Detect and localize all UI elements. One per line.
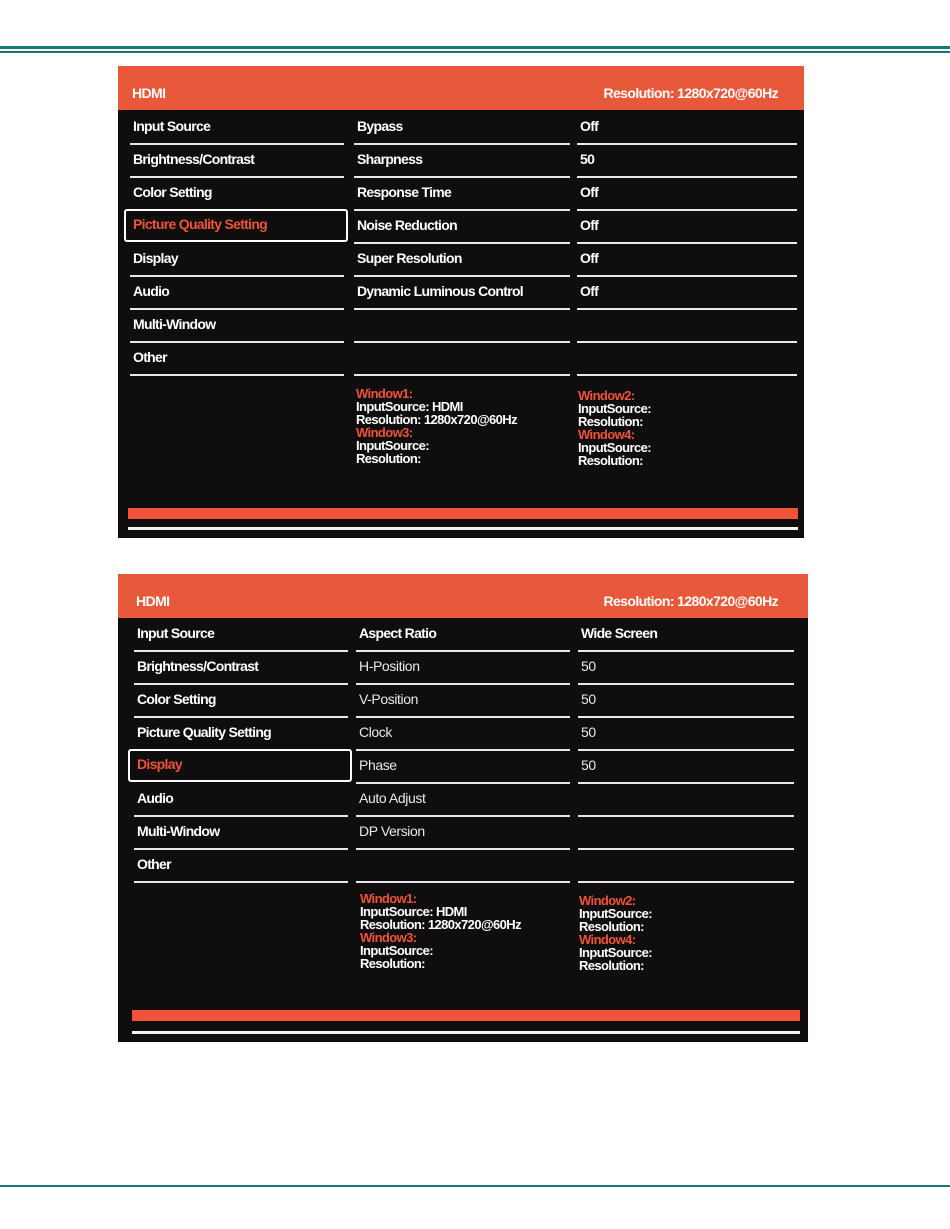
setting-empty-1 — [356, 850, 570, 883]
window4-resolution: Resolution: — [579, 958, 644, 973]
value-empty-2 — [577, 343, 797, 376]
window2-resolution: Resolution: — [579, 919, 644, 934]
setting-dynamic-luminous-control[interactable]: Dynamic Luminous Control — [354, 277, 570, 310]
page-top-rule — [0, 46, 950, 49]
menu-item-display[interactable]: Display — [130, 244, 344, 277]
menu-item-brightness-contrast[interactable]: Brightness/Contrast — [130, 145, 344, 178]
setting-auto-adjust[interactable]: Auto Adjust — [356, 784, 570, 817]
value-empty-1 — [577, 310, 797, 343]
setting-h-position[interactable]: H-Position — [356, 652, 570, 685]
menu-item-brightness-contrast[interactable]: Brightness/Contrast — [134, 652, 348, 685]
menu-item-other[interactable]: Other — [130, 343, 344, 376]
value-dp-version[interactable] — [578, 817, 794, 850]
window1-title: Window1: — [356, 386, 413, 401]
setting-phase[interactable]: Phase — [356, 751, 570, 784]
window4-title: Window4: — [579, 932, 636, 947]
value-empty-1 — [578, 850, 794, 883]
menu-item-display[interactable]: Display — [128, 749, 352, 782]
value-phase[interactable]: 50 — [578, 751, 794, 784]
window-info-left — [360, 892, 521, 970]
osd-source-label: HDMI — [136, 593, 170, 609]
setting-aspect-ratio[interactable]: Aspect Ratio — [356, 619, 570, 652]
window1-input: InputSource: HDMI — [356, 399, 463, 414]
menu-item-multi-window[interactable]: Multi-Window — [134, 817, 348, 850]
menu-item-color-setting[interactable]: Color Setting — [130, 178, 344, 211]
osd-source-label: HDMI — [132, 85, 166, 101]
window-info-right — [578, 389, 651, 467]
window3-input: InputSource: — [356, 438, 429, 453]
window1-resolution: Resolution: 1280x720@60Hz — [356, 412, 517, 427]
value-auto-adjust[interactable] — [578, 784, 794, 817]
setting-empty-2 — [354, 343, 570, 376]
setting-sharpness[interactable]: Sharpness — [354, 145, 570, 178]
value-dynamic-luminous-control[interactable]: Off — [577, 277, 797, 310]
menu-item-input-source[interactable]: Input Source — [130, 112, 344, 145]
window4-title: Window4: — [578, 427, 635, 442]
value-h-position[interactable]: 50 — [578, 652, 794, 685]
window2-input: InputSource: — [579, 906, 652, 921]
window3-title: Window3: — [360, 930, 417, 945]
window4-input: InputSource: — [579, 945, 652, 960]
setting-noise-reduction[interactable]: Noise Reduction — [354, 211, 570, 244]
setting-response-time[interactable]: Response Time — [354, 178, 570, 211]
menu-item-color-setting[interactable]: Color Setting — [134, 685, 348, 718]
setting-v-position[interactable]: V-Position — [356, 685, 570, 718]
osd-footer-line — [132, 1031, 800, 1034]
value-aspect-ratio[interactable]: Wide Screen — [578, 619, 794, 652]
page-top-rule-thin — [0, 51, 950, 53]
menu-item-picture-quality-setting[interactable]: Picture Quality Setting — [124, 209, 348, 242]
setting-super-resolution[interactable]: Super Resolution — [354, 244, 570, 277]
window3-title: Window3: — [356, 425, 413, 440]
osd-footer-bar — [128, 508, 798, 519]
osd-resolution-label: Resolution: 1280x720@60Hz — [603, 593, 778, 609]
setting-bypass[interactable]: Bypass — [354, 112, 570, 145]
value-response-time[interactable]: Off — [577, 178, 797, 211]
menu-item-input-source[interactable]: Input Source — [134, 619, 348, 652]
setting-clock[interactable]: Clock — [356, 718, 570, 751]
window2-title: Window2: — [579, 893, 636, 908]
menu-item-multi-window[interactable]: Multi-Window — [130, 310, 344, 343]
window3-input: InputSource: — [360, 943, 433, 958]
value-clock[interactable]: 50 — [578, 718, 794, 751]
osd-footer-line — [128, 527, 798, 530]
window1-resolution: Resolution: 1280x720@60Hz — [360, 917, 521, 932]
window-info-left — [356, 387, 517, 465]
menu-item-audio[interactable]: Audio — [134, 784, 348, 817]
osd-screen-display — [118, 574, 808, 1042]
window3-resolution: Resolution: — [356, 451, 421, 466]
setting-dp-version[interactable]: DP Version — [356, 817, 570, 850]
page-bottom-rule — [0, 1185, 950, 1187]
value-v-position[interactable]: 50 — [578, 685, 794, 718]
value-bypass[interactable]: Off — [577, 112, 797, 145]
osd-screen-picture-quality — [118, 66, 804, 538]
menu-item-picture-quality-setting[interactable]: Picture Quality Setting — [134, 718, 348, 751]
window4-resolution: Resolution: — [578, 453, 643, 468]
value-sharpness[interactable]: 50 — [577, 145, 797, 178]
window1-title: Window1: — [360, 891, 417, 906]
osd-header — [118, 574, 808, 618]
menu-item-other[interactable]: Other — [134, 850, 348, 883]
window1-input: InputSource: HDMI — [360, 904, 467, 919]
window2-input: InputSource: — [578, 401, 651, 416]
setting-empty-1 — [354, 310, 570, 343]
window-info-right — [579, 894, 652, 972]
window3-resolution: Resolution: — [360, 956, 425, 971]
window2-title: Window2: — [578, 388, 635, 403]
window4-input: InputSource: — [578, 440, 651, 455]
window2-resolution: Resolution: — [578, 414, 643, 429]
osd-footer-bar — [132, 1010, 800, 1021]
value-noise-reduction[interactable]: Off — [577, 211, 797, 244]
value-super-resolution[interactable]: Off — [577, 244, 797, 277]
osd-resolution-label: Resolution: 1280x720@60Hz — [603, 85, 778, 101]
osd-header — [118, 66, 804, 110]
menu-item-audio[interactable]: Audio — [130, 277, 344, 310]
